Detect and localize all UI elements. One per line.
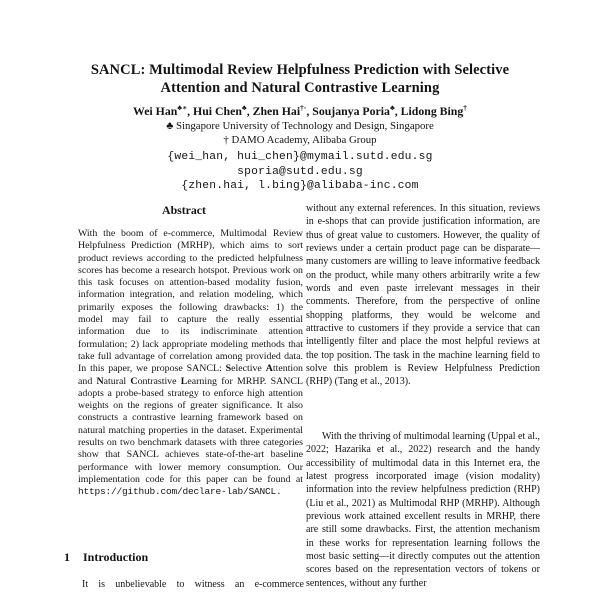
text-run: ttention and: [78, 363, 303, 387]
affiliation-line: ♣ Singapore University of Technology and Design, Singapore: [166, 120, 434, 132]
text-run: With the boom of e-commerce, Multimodal Review Helpfulness Prediction (MRHP), which aims to sort product reviews according to the predicted helpfulness scores has become a research hotspot. Previous work on this task focuses on attention-based modality fusion, information integration, and relation modeling, which primarily exposes the following drawbacks: 1) the model may fail to capture the really essential information due to its indiscriminate attention formulation; 2) lack appropriate modeling methods that take full advantage of correlation among provided data. In this paper, we propose SANCL:: [78, 228, 303, 375]
text-run: N: [96, 375, 104, 387]
paper-title-line: SANCL: Multimodal Review Helpfulness Prediction with Selective: [90, 62, 510, 78]
affiliation-line: † DAMO Academy, Alibaba Group: [223, 133, 377, 146]
text-run: ♣: [241, 103, 247, 113]
intro-paragraph: It is unbelievable to witness an e-commerce: [82, 579, 304, 590]
abstract-heading: Abstract: [162, 203, 206, 217]
intro-continuation-paragraph: without any external references. In this situation, reviews in e-shops that can provide justification information, are thus of great value to customers. However, the quality of reviews under a certain product page can be disparate—many customers are willing to leave informative feedback on the product, while many others arbitrarily write a few words and even paste irrelevant messages in their comments. Therefore, from the perspective of online shopping platforms, they would be welcome and attractive to customers if they provide a service that can intelligently filter and place the most helpful reviews at the top position. The task in the machine learning field to solve this problem is Review Helpfulness Prediction (RHP) (Tang et al., 2013).: [306, 203, 540, 388]
section-heading-introduction: [64, 550, 304, 565]
text-run: , Hui Chen: [187, 104, 242, 118]
text-run: A: [265, 363, 273, 375]
text-run: , Zhen Hai: [246, 104, 301, 118]
abstract-text: [64, 228, 304, 499]
text-run: C: [130, 375, 138, 387]
text-run: S: [225, 363, 232, 375]
text-run: Wei Han: [133, 104, 178, 118]
text-run: earning for MRHP. SANCL adopts a probe-based strategy to enforce high attention weights on the regions of greater significance. It also constructs a contrastive learning framework based on natural matching properties in the dataset. Experimental results on two benchmark datasets with three categories show that SANCL achieves state-of-the-art baseline performance with lower memory consumption. Our implementation code for this paper can be found at: [78, 375, 303, 485]
github-link[interactable]: https://github.com/declare-lab/SANCL.: [78, 486, 282, 498]
text-run: , Soujanya Poria: [306, 104, 390, 118]
paper-header: [0, 61, 600, 194]
paper-title-line: Attention and Natural Contrastive Learning: [160, 80, 440, 96]
multimodal-learning-paragraph: With the thriving of multimodal learning (Uppal et al., 2022; Hazarika et al., 2022) research and the handy accessibility of multimodal data in this Internet era, the latest progress incorporated image (vision modality) information into the review helpfulness prediction (RHP) (Liu et al., 2021) as Multimodal RHP (MRHP). Although previous work attained excellent results in MRHP, there are still some drawbacks. First, the attention mechanism in these works for representation learning follows the most basic setting—it directly computes out the attention scores based on the representation vectors of tokens or sentences, without any further: [306, 431, 540, 589]
text-run: ♣: [389, 103, 395, 113]
text-run: ♣∗: [177, 103, 188, 113]
email-line: sporia@sutd.edu.sg: [237, 165, 363, 178]
email-line: {wei_han, hui_chen}@mymail.sutd.edu.sg: [167, 151, 433, 163]
section-number: 1: [64, 550, 70, 564]
text-run: L: [180, 375, 188, 387]
author-line: [0, 104, 600, 118]
paper-title: [0, 61, 600, 97]
email-line: {zhen.hai, l.bing}@alibaba-inc.com: [181, 180, 419, 193]
affiliations: [0, 120, 600, 147]
text-run: atural: [103, 375, 131, 387]
section-title: Introduction: [83, 550, 149, 564]
email-block: [0, 150, 600, 194]
text-run: elective: [231, 363, 266, 375]
text-run: †◦: [300, 103, 307, 113]
text-run: ontrastive: [137, 375, 181, 387]
abstract-section: [64, 203, 304, 499]
text-run: , Lidong Bing: [394, 104, 464, 118]
text-run: †: [463, 103, 467, 113]
